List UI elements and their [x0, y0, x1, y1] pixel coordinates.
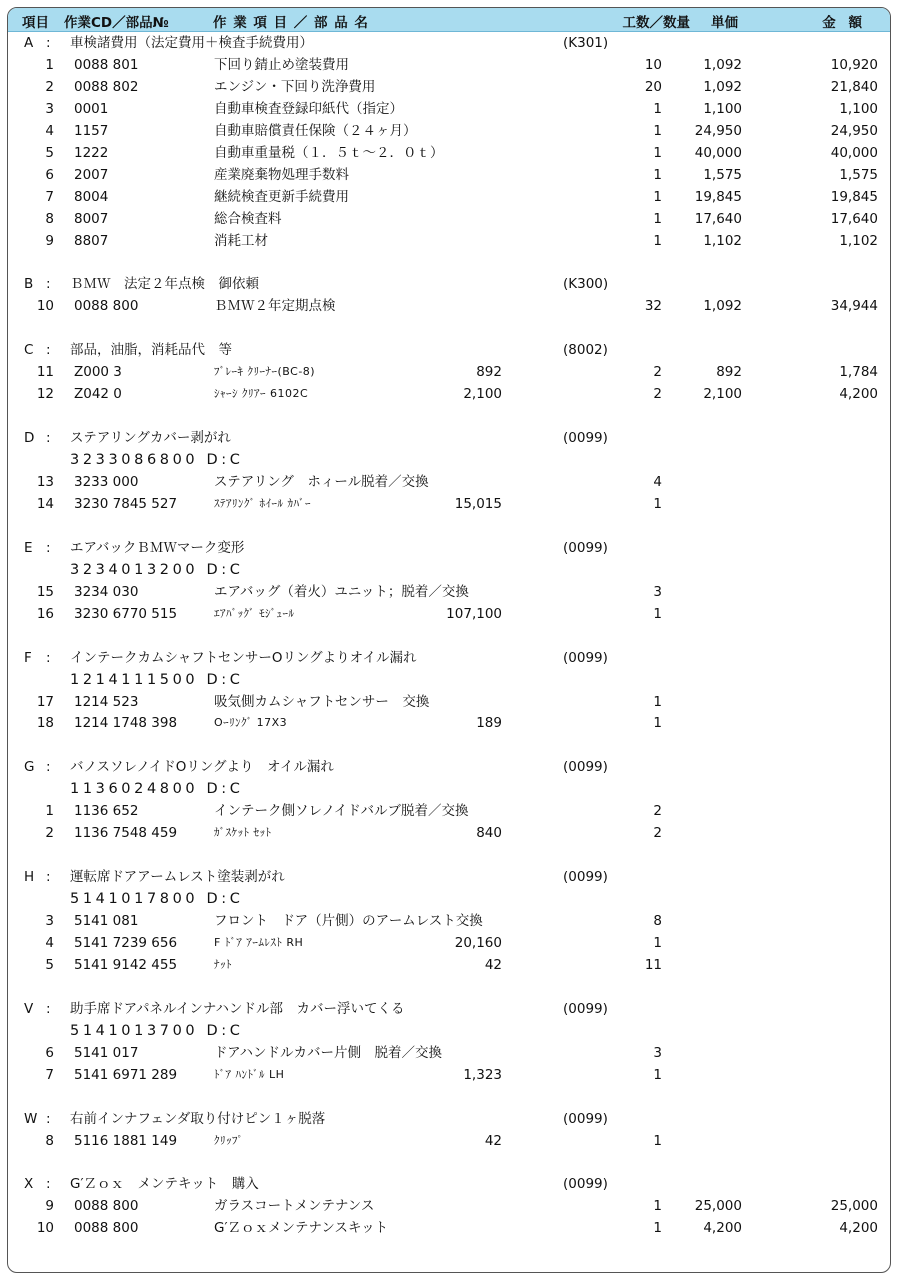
- item-name: ﾌﾞﾚｰｷ ｸﾘｰﾅｰ(BC-8): [214, 365, 316, 379]
- section-colon: :: [46, 539, 51, 556]
- line-number: 7: [45, 188, 54, 205]
- line-number: 11: [36, 364, 54, 381]
- quantity: 2: [653, 825, 662, 842]
- item-name: Oｰﾘﾝｸﾞ 17X3: [214, 716, 288, 730]
- section-letter: D: [24, 430, 35, 447]
- table-row: [8, 822, 890, 844]
- line-number: 7: [45, 1066, 54, 1083]
- section-ref: (0099): [563, 1110, 608, 1127]
- quantity: 3: [653, 1044, 662, 1061]
- work-code-row: [8, 449, 890, 471]
- section-ref: (0099): [563, 430, 608, 447]
- section-title: ＢＭＷ 法定２年点検 御依頼: [70, 276, 259, 293]
- quantity: 20: [644, 78, 662, 95]
- line-number: 10: [36, 1220, 54, 1237]
- line-number: 18: [36, 715, 54, 732]
- item-name: ｸﾘｯﾌﾟ: [214, 1133, 244, 1147]
- unit-price: 40,000: [694, 144, 742, 161]
- section-colon: :: [46, 1176, 51, 1193]
- section-colon: :: [46, 430, 51, 447]
- table-header: [8, 8, 890, 32]
- part-code: 8004: [74, 188, 109, 205]
- quantity: 1: [653, 166, 662, 183]
- item-name: ステアリング ホィール脱着／交換: [214, 474, 429, 490]
- unit-price: 1,102: [703, 232, 742, 249]
- amount: 24,950: [830, 122, 878, 139]
- item-name: ﾅｯﾄ: [214, 957, 232, 971]
- part-code: 8807: [74, 232, 109, 249]
- unit-price: 25,000: [694, 1198, 742, 1215]
- item-name: ドアハンドルカバー片側 脱着／交換: [214, 1044, 443, 1061]
- section-row: [8, 273, 890, 295]
- section-row: [8, 866, 890, 888]
- section-colon: :: [46, 869, 51, 886]
- part-code: 0001: [74, 100, 109, 117]
- item-name: 吸気側カムシャフトセンサー 交換: [214, 693, 430, 710]
- line-number: 3: [45, 913, 54, 929]
- table-row: [8, 295, 890, 317]
- section-ref: (0099): [563, 649, 608, 666]
- line-number: 3: [45, 100, 54, 117]
- header-name: 作 業 項 目 ／ 部 品 名: [213, 15, 369, 31]
- part-code: 1136 652: [74, 803, 139, 820]
- work-code-row: [8, 1020, 890, 1042]
- section-row: [8, 537, 890, 559]
- part-code: 0088 800: [74, 1198, 139, 1215]
- table-row: [8, 1217, 890, 1239]
- unit-price: 1,575: [703, 166, 742, 183]
- line-number: 15: [36, 583, 54, 600]
- line-number: 13: [36, 474, 54, 490]
- section-ref: (8002): [563, 342, 608, 359]
- quantity: 2: [653, 803, 662, 820]
- part-price: 42: [484, 1132, 502, 1149]
- section-letter: F: [24, 649, 32, 666]
- quantity: 2: [653, 364, 662, 381]
- section-colon: :: [46, 35, 51, 51]
- section-title: 車検諸費用（法定費用＋検査手続費用）: [70, 35, 313, 51]
- quantity: 2: [653, 386, 662, 403]
- item-name: エアバッグ（着火）ユニット；脱着／交換: [214, 583, 469, 600]
- work-code-row: [8, 888, 890, 910]
- work-code: 3233086800 D:C: [70, 452, 244, 469]
- part-price: 15,015: [454, 495, 502, 512]
- table-row: [8, 208, 890, 230]
- item-name: 産業廃棄物処理手数料: [214, 166, 349, 183]
- table-row: [8, 932, 890, 954]
- quantity: 1: [653, 144, 662, 161]
- line-number: 4: [45, 934, 54, 951]
- quantity: 8: [653, 913, 662, 929]
- table-row: [8, 910, 890, 932]
- section-title: 右前インナフェンダ取り付けピン１ヶ脱落: [70, 1110, 326, 1127]
- section-colon: :: [46, 649, 51, 666]
- line-number: 2: [45, 825, 54, 842]
- part-code: 3230 6770 515: [74, 605, 178, 622]
- section-title: エアバックＢＭＷマーク変形: [70, 539, 245, 556]
- line-number: 16: [36, 605, 54, 622]
- table-row: [8, 186, 890, 208]
- quantity: 1: [653, 188, 662, 205]
- section-letter: V: [24, 1000, 34, 1017]
- amount: 25,000: [830, 1198, 878, 1215]
- header-amount: 金 額: [822, 15, 866, 31]
- part-code: 0088 800: [74, 298, 139, 315]
- work-code: 3234013200 D:C: [70, 561, 244, 578]
- item-name: ｽﾃｱﾘﾝｸﾞ ﾎｲｰﾙ ｶﾊﾞｰ: [214, 496, 311, 510]
- item-name: G′Ｚｏｘメンテナンスキット: [214, 1220, 389, 1237]
- item-name: 自動車重量税（１．５ｔ～２．０ｔ）: [214, 144, 444, 161]
- item-name: 自動車賠償責任保険（２４ヶ月）: [214, 122, 417, 139]
- table-row: [8, 361, 890, 383]
- table-row: [8, 712, 890, 734]
- amount: 4,200: [839, 1220, 878, 1237]
- table-row: [8, 603, 890, 625]
- part-code: 1136 7548 459: [74, 825, 178, 842]
- amount: 1,784: [839, 364, 878, 381]
- part-price: 20,160: [454, 934, 502, 951]
- quantity: 1: [653, 100, 662, 117]
- part-code: 1214 1748 398: [74, 715, 178, 732]
- line-number: 9: [45, 1198, 54, 1215]
- section-letter: B: [24, 276, 34, 293]
- part-code: 2007: [74, 166, 109, 183]
- line-number: 1: [45, 56, 54, 73]
- section-title: 助手席ドアパネルインナハンドル部 カバー浮いてくる: [70, 1000, 405, 1017]
- table-row: [8, 1130, 890, 1152]
- section-ref: (0099): [563, 1176, 608, 1193]
- item-name: ｼｬｰｼ ｸﾘｱｰ 6102C: [214, 387, 309, 401]
- amount: 4,200: [839, 386, 878, 403]
- part-code: 5141 9142 455: [74, 956, 178, 973]
- quantity: 1: [653, 232, 662, 249]
- section-title: ステアリングカバー剥がれ: [70, 430, 231, 447]
- item-name: 消耗工材: [214, 232, 268, 249]
- section-letter: G: [24, 759, 35, 776]
- table-row: [8, 76, 890, 98]
- amount: 17,640: [830, 210, 878, 227]
- amount: 19,845: [830, 188, 878, 205]
- part-code: 3230 7845 527: [74, 495, 178, 512]
- amount: 21,840: [830, 78, 878, 95]
- estimate-frame: [7, 7, 891, 1273]
- section-colon: :: [46, 759, 51, 776]
- section-row: [8, 998, 890, 1020]
- table-row: [8, 120, 890, 142]
- quantity: 1: [653, 605, 662, 622]
- line-number: 8: [45, 210, 54, 227]
- item-name: 継続検査更新手続費用: [214, 188, 349, 205]
- line-number: 10: [36, 298, 54, 315]
- table-row: [8, 98, 890, 120]
- section-row: [8, 32, 890, 54]
- work-code-row: [8, 778, 890, 800]
- line-number: 5: [45, 956, 54, 973]
- quantity: 10: [644, 56, 662, 73]
- section-title: バノスソレノイドOリングより オイル漏れ: [70, 759, 334, 776]
- item-name: ﾄﾞｱ ﾊﾝﾄﾞﾙ LH: [214, 1067, 285, 1081]
- quantity: 1: [653, 715, 662, 732]
- line-number: 17: [36, 693, 54, 710]
- quantity: 3: [653, 583, 662, 600]
- quantity: 1: [653, 934, 662, 951]
- part-code: 3234 030: [74, 583, 139, 600]
- section-row: [8, 1173, 890, 1195]
- unit-price: 2,100: [703, 386, 742, 403]
- section-letter: X: [24, 1176, 34, 1193]
- amount: 1,102: [839, 232, 878, 249]
- part-code: 5141 081: [74, 913, 139, 929]
- unit-price: 1,092: [703, 56, 742, 73]
- quantity: 1: [653, 495, 662, 512]
- unit-price: 1,092: [703, 78, 742, 95]
- amount: 40,000: [830, 144, 878, 161]
- table-row: [8, 54, 890, 76]
- section-colon: :: [46, 1000, 51, 1017]
- section-ref: (0099): [563, 759, 608, 776]
- work-code: 5141013700 D:C: [70, 1022, 244, 1039]
- item-name: ＢＭＷ２年定期点検: [214, 298, 336, 315]
- part-code: 5141 7239 656: [74, 934, 178, 951]
- table-row: [8, 1195, 890, 1217]
- work-code-row: [8, 559, 890, 581]
- section-colon: :: [46, 1110, 51, 1127]
- part-code: Z000 3: [74, 364, 122, 381]
- line-number: 1: [45, 803, 54, 820]
- item-name: ガラスコートメンテナンス: [214, 1198, 375, 1215]
- section-row: [8, 1108, 890, 1130]
- part-code: 8007: [74, 210, 109, 227]
- section-letter: C: [24, 342, 34, 359]
- table-row: [8, 691, 890, 713]
- unit-price: 892: [716, 364, 742, 381]
- header-quantity: 工数／数量: [622, 15, 690, 31]
- part-price: 42: [484, 956, 502, 973]
- section-letter: H: [24, 869, 35, 886]
- line-number: 8: [45, 1132, 54, 1149]
- section-ref: (0099): [563, 1000, 608, 1017]
- quantity: 4: [653, 474, 662, 490]
- item-name: F ﾄﾞｱ ｱｰﾑﾚｽﾄ RH: [214, 935, 304, 949]
- section-title: G′Ｚｏｘ メンテキット 購入: [70, 1176, 259, 1193]
- part-code: 0088 800: [74, 1220, 139, 1237]
- quantity: 1: [653, 1132, 662, 1149]
- line-number: 5: [45, 144, 54, 161]
- part-code: Z042 0: [74, 386, 122, 403]
- section-title: 部品，油脂，消耗品代 等: [70, 342, 232, 359]
- part-code: 5141 6971 289: [74, 1066, 178, 1083]
- part-price: 107,100: [446, 605, 502, 622]
- section-letter: A: [24, 35, 34, 51]
- table-row: [8, 471, 890, 493]
- line-number: 6: [45, 1044, 54, 1061]
- item-name: ｶﾞｽｹｯﾄ ｾｯﾄ: [214, 826, 272, 840]
- section-title: 運転席ドアアームレスト塗装剥がれ: [70, 869, 285, 886]
- line-number: 2: [45, 78, 54, 95]
- quantity: 1: [653, 1220, 662, 1237]
- quantity: 11: [644, 956, 662, 973]
- line-number: 9: [45, 232, 54, 249]
- section-ref: (0099): [563, 539, 608, 556]
- table-row: [8, 142, 890, 164]
- part-code: 1157: [74, 122, 109, 139]
- section-ref: (0099): [563, 869, 608, 886]
- part-price: 1,323: [463, 1066, 502, 1083]
- unit-price: 1,092: [703, 298, 742, 315]
- unit-price: 19,845: [694, 188, 742, 205]
- quantity: 1: [653, 1198, 662, 1215]
- section-colon: :: [46, 342, 51, 359]
- unit-price: 4,200: [703, 1220, 742, 1237]
- item-name: エンジン・下回り洗浄費用: [214, 78, 376, 95]
- table-row: [8, 1064, 890, 1086]
- header-item: 項目: [22, 15, 49, 31]
- work-code: 5141017800 D:C: [70, 891, 244, 908]
- item-name: フロント ドア（片側）のアームレスト交換: [214, 913, 483, 929]
- item-name: ｴｱﾊﾞｯｸﾞ ﾓｼﾞｭｰﾙ: [214, 606, 295, 620]
- quantity: 1: [653, 1066, 662, 1083]
- line-number: 4: [45, 122, 54, 139]
- table-row: [8, 383, 890, 405]
- section-row: [8, 427, 890, 449]
- section-ref: (K301): [563, 35, 609, 51]
- table-row: [8, 230, 890, 252]
- amount: 1,100: [839, 100, 878, 117]
- item-name: 下回り錆止め塗装費用: [214, 56, 349, 73]
- work-code: 1214111500 D:C: [70, 671, 244, 688]
- part-code: 0088 801: [74, 56, 139, 73]
- table-row: [8, 493, 890, 515]
- work-code-row: [8, 669, 890, 691]
- part-price: 2,100: [463, 386, 502, 403]
- section-colon: :: [46, 276, 51, 293]
- quantity: 32: [644, 298, 662, 315]
- part-code: 0088 802: [74, 78, 139, 95]
- unit-price: 24,950: [694, 122, 742, 139]
- item-name: 自動車検査登録印紙代（指定）: [214, 100, 403, 117]
- line-number: 6: [45, 166, 54, 183]
- line-number: 12: [36, 386, 54, 403]
- section-title: インテークカムシャフトセンサーOリングよりオイル漏れ: [70, 649, 417, 666]
- work-code: 1136024800 D:C: [70, 781, 244, 798]
- section-row: [8, 339, 890, 361]
- part-code: 5141 017: [74, 1044, 139, 1061]
- unit-price: 17,640: [694, 210, 742, 227]
- item-name: 総合検査料: [214, 210, 282, 227]
- line-number: 14: [36, 495, 54, 512]
- part-code: 1222: [74, 144, 109, 161]
- section-letter: E: [24, 539, 33, 556]
- part-code: 3233 000: [74, 474, 139, 490]
- section-row: [8, 647, 890, 669]
- table-row: [8, 164, 890, 186]
- unit-price: 1,100: [703, 100, 742, 117]
- header-unit-price: 単価: [711, 15, 738, 31]
- part-code: 5116 1881 149: [74, 1132, 178, 1149]
- part-price: 892: [476, 364, 502, 381]
- item-name: インテーク側ソレノイドバルブ脱着／交換: [214, 803, 469, 820]
- table-row: [8, 581, 890, 603]
- quantity: 1: [653, 210, 662, 227]
- part-code: 1214 523: [74, 693, 139, 710]
- amount: 1,575: [839, 166, 878, 183]
- table-row: [8, 1042, 890, 1064]
- table-row: [8, 800, 890, 822]
- section-letter: W: [24, 1110, 38, 1127]
- amount: 34,944: [830, 298, 878, 315]
- section-row: [8, 756, 890, 778]
- section-ref: (K300): [563, 276, 609, 293]
- part-price: 189: [476, 715, 502, 732]
- header-code: 作業CD／部品№: [64, 15, 169, 31]
- quantity: 1: [653, 122, 662, 139]
- part-price: 840: [476, 825, 502, 842]
- amount: 10,920: [830, 56, 878, 73]
- quantity: 1: [653, 693, 662, 710]
- table-row: [8, 954, 890, 976]
